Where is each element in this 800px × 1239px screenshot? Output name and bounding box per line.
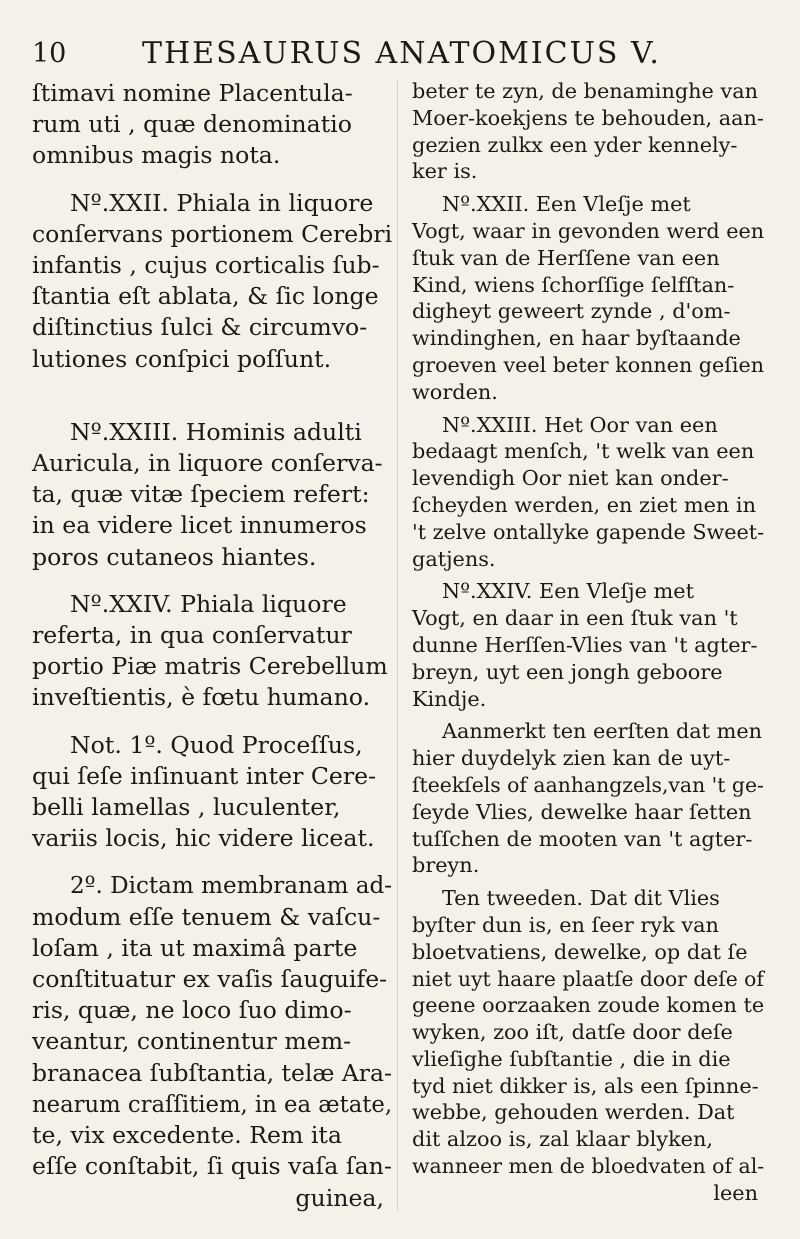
text-line: Moer-koekjens te behouden, aan-: [412, 105, 764, 130]
text-line: dit alzoo is, zal klaar blyken,: [412, 1127, 713, 1152]
text-line: leen: [713, 1180, 758, 1205]
text-line: worden.: [412, 379, 498, 404]
text-line: bloetvatiens, dewelke, op dat ſe: [412, 939, 748, 964]
text-line: Not. 1º. Quod Proceſſus,: [70, 730, 363, 759]
text-line: ſteekſels of aanhangzels,van 't ge-: [412, 772, 764, 797]
dutch-paragraph: [412, 885, 764, 1207]
page-header: [30, 36, 770, 80]
text-line: 2º. Dictam membranam ad-: [70, 871, 393, 900]
running-head: THESAURUS ANATOMICUS V.: [142, 36, 661, 71]
text-line: levendigh Oor niet kan onder-: [412, 466, 729, 491]
text-line: Nº.XXII. Phiala in liquore: [70, 188, 374, 217]
text-line: nearum craſſitiem, in ea ætate,: [32, 1089, 393, 1118]
text-line: 't zelve ontallyke gapende Sweet-: [412, 519, 765, 544]
text-line: guinea,: [295, 1183, 384, 1212]
text-line: Kindje.: [412, 686, 487, 711]
page-number: 10: [32, 38, 67, 69]
text-line: gatjens.: [412, 546, 496, 571]
text-line: Vogt, waar in gevonden werd een: [412, 218, 765, 243]
text-line: wyken, zoo iſt, datſe door deſe: [412, 1020, 733, 1045]
text-line: digheyt geweert zynde , d'om-: [412, 299, 731, 324]
text-line: branacea ſubſtantia, telæ Ara-: [32, 1058, 392, 1087]
text-line: in ea videre licet innumeros: [32, 511, 367, 540]
latin-paragraph: [32, 188, 392, 375]
latin-column: [32, 78, 392, 1230]
latin-paragraph: [32, 870, 392, 1213]
text-line: beter te zyn, de benaminghe van: [412, 79, 759, 103]
text-line: te, vix excedente. Rem ita: [32, 1121, 342, 1150]
text-line: geene oorzaaken zoude komen te: [412, 993, 765, 1018]
text-line: ſcheyden werden, en ziet men in: [412, 492, 756, 517]
text-line: inveſtientis, è fœtu humano.: [32, 683, 371, 712]
text-line: byſter dun is, en ſeer ryk van: [412, 912, 719, 937]
text-line: tyd niet dikker is, als een ſpinne-: [412, 1073, 759, 1098]
dutch-paragraph: [412, 718, 764, 879]
text-line: gezien zulkx een yder kennely-: [412, 132, 738, 157]
text-line: ris, quæ, ne loco ſuo dimo-: [32, 996, 352, 1025]
text-line: loſam , ita ut maximâ parte: [32, 933, 358, 962]
latin-paragraph: [32, 78, 392, 172]
text-line: ſtantia eſt ablata, & ſic longe: [32, 282, 379, 311]
text-line: belli lamellas , luculenter,: [32, 793, 341, 822]
text-line: vlieſighe ſubſtantie , die in die: [412, 1046, 731, 1071]
text-line: groeven veel beter konnen geſien: [412, 352, 765, 377]
text-line: breyn, uyt een jongh geboore: [412, 659, 723, 684]
text-line: Nº.XXIII. Het Oor van een: [442, 412, 718, 437]
text-line: eſſe conſtabit, ſi quis vaſa ſan-: [32, 1152, 392, 1181]
text-line: Vogt, en daar in een ſtuk van 't: [412, 606, 738, 631]
text-line: tuſſchen de mooten van 't agter-: [412, 826, 753, 851]
dutch-paragraph: [412, 578, 764, 712]
text-line: niet uyt haare plaatſe door deſe of: [412, 966, 764, 991]
text-line: webbe, gehouden werden. Dat: [412, 1100, 735, 1125]
dutch-paragraph: [412, 191, 764, 405]
text-line: veantur, continentur mem-: [32, 1027, 352, 1056]
text-line: ſtuk van de Herſſene van een: [412, 245, 720, 270]
text-line: ſtimavi nomine Placentula-: [32, 79, 353, 107]
text-line: Nº.XXIV. Een Vleſje met: [442, 579, 694, 604]
latin-paragraph: [32, 730, 392, 855]
text-line: Auricula, in liquore conſerva-: [32, 449, 383, 478]
latin-paragraph: [32, 417, 392, 573]
text-line: modum eſſe tenuem & vaſcu-: [32, 902, 381, 931]
text-line: rum uti , quæ denominatio: [32, 110, 352, 139]
text-line: Kind, wiens ſchorſſige ſelfſtan-: [412, 272, 735, 297]
text-line: dunne Herſſen-Vlies van 't agter-: [412, 632, 758, 657]
text-line: omnibus magis nota.: [32, 141, 281, 170]
text-line: windinghen, en haar byſtaande: [412, 326, 741, 351]
text-line: bedaagt menſch, 't welk van een: [412, 439, 755, 464]
text-line: Nº.XXII. Een Vleſje met: [442, 192, 691, 217]
text-line: lutiones conſpici poſſunt.: [32, 344, 332, 373]
column-divider: [397, 80, 398, 1210]
text-line: poros cutaneos hiantes.: [32, 542, 317, 571]
dutch-paragraph: [412, 412, 764, 573]
text-line: Ten tweeden. Dat dit Vlies: [442, 886, 720, 911]
dutch-paragraph: [412, 78, 764, 185]
dutch-column: [412, 78, 764, 1213]
text-line: Nº.XXIII. Hominis adulti: [70, 417, 362, 446]
text-line: ker is.: [412, 159, 478, 184]
text-line: conſtituatur ex vaſis ſauguife-: [32, 965, 388, 994]
text-line: diſtinctius ſulci & circumvo-: [32, 313, 368, 342]
text-line: portio Piæ matris Cerebellum: [32, 652, 388, 681]
text-line: Aanmerkt ten eerſten dat men: [442, 719, 763, 744]
text-line: hier duydelyk zien kan de uyt-: [412, 746, 731, 771]
text-line: wanneer men de bloedvaten of al-: [412, 1154, 765, 1179]
text-line: variis locis, hic videre liceat.: [32, 824, 375, 853]
text-line: conſervans portionem Cerebri: [32, 219, 393, 248]
text-line: qui ſeſe inſinuant inter Cere-: [32, 761, 377, 790]
text-line: ta, quæ vitæ ſpeciem refert:: [32, 480, 370, 509]
text-line: infantis , cujus corticalis ſub-: [32, 251, 380, 280]
text-line: referta, in qua conſervatur: [32, 621, 352, 650]
latin-paragraph: [32, 589, 392, 714]
text-line: ſeyde Vlies, dewelke haar ſetten: [412, 799, 752, 824]
text-line: breyn.: [412, 853, 480, 878]
text-line: Nº.XXIV. Phiala liquore: [70, 589, 347, 618]
